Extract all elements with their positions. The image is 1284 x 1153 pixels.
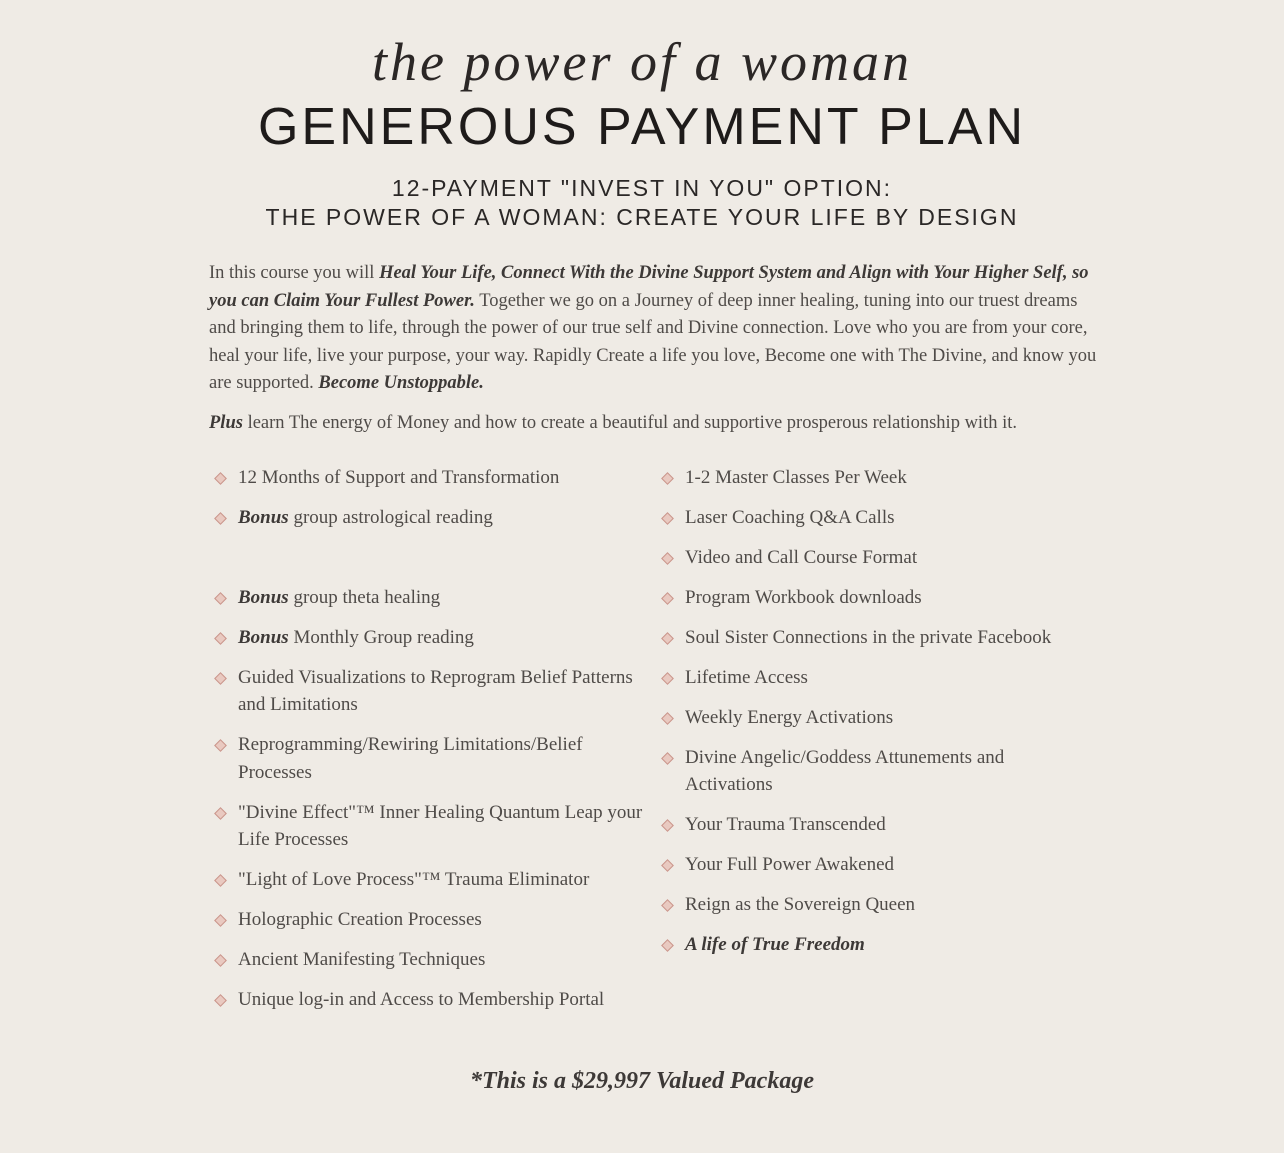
list-item — [213, 464, 643, 492]
diamond-bullet-icon — [214, 914, 227, 927]
list-item — [213, 946, 643, 974]
item-text: "Divine Effect"™ Inner Healing Quantum Leap your Life Processes — [238, 801, 643, 851]
list-item — [660, 504, 1080, 532]
item-bold: Bonus — [238, 586, 289, 608]
intro-paragraph — [209, 260, 1099, 398]
item-text: Video and Call Course Format — [685, 546, 918, 568]
diamond-bullet-icon — [661, 939, 674, 952]
list-item — [213, 731, 643, 786]
diamond-bullet-icon — [661, 859, 674, 872]
diamond-bullet-icon — [214, 592, 227, 605]
item-text: 12 Months of Support and Transformation — [238, 466, 560, 488]
diamond-bullet-icon — [661, 819, 674, 832]
list-item — [213, 584, 643, 612]
diamond-bullet-icon — [661, 632, 674, 645]
diamond-bullet-icon — [214, 954, 227, 967]
subtitle-line-1: 12-PAYMENT "INVEST IN YOU" OPTION: — [391, 175, 893, 201]
diamond-bullet-icon — [214, 672, 227, 685]
item-text: Laser Coaching Q&A Calls — [685, 506, 895, 528]
diamond-bullet-icon — [661, 472, 674, 485]
item-text: Monthly Group reading — [288, 626, 474, 648]
list-item — [213, 799, 643, 854]
diamond-bullet-icon — [214, 739, 227, 752]
plus-bold: Plus — [209, 412, 243, 433]
package-value: *This is a $29,997 Valued Package — [469, 1068, 814, 1095]
list-item — [660, 891, 1080, 919]
item-text: Guided Visualizations to Reprogram Belief Patterns and Limitations — [238, 666, 633, 716]
list-item — [660, 704, 1080, 732]
feature-list-left — [213, 464, 643, 1027]
script-title: the power of a woman — [372, 32, 912, 92]
plus-text: learn The energy of Money and how to create a beautiful and supportive prosperous relationship with it. — [242, 412, 1017, 433]
diamond-bullet-icon — [661, 899, 674, 912]
item-text: Ancient Manifesting Techniques — [238, 949, 486, 971]
list-item — [213, 664, 643, 719]
item-text: 1-2 Master Classes Per Week — [685, 466, 907, 488]
list-item — [660, 851, 1080, 879]
item-bold: A life of True Freedom — [685, 934, 865, 956]
list-item — [660, 744, 1080, 799]
list-item — [660, 584, 1080, 612]
diamond-bullet-icon — [661, 712, 674, 725]
list-item — [213, 986, 643, 1014]
subtitle-line-2: THE POWER OF A WOMAN: CREATE YOUR LIFE BY DESIGN — [265, 204, 1019, 230]
diamond-bullet-icon — [214, 632, 227, 645]
diamond-bullet-icon — [214, 994, 227, 1007]
list-item — [213, 866, 643, 894]
diamond-bullet-icon — [661, 672, 674, 685]
list-spacer — [213, 544, 643, 572]
diamond-bullet-icon — [214, 807, 227, 820]
list-item — [660, 811, 1080, 839]
intro-bold: Heal Your Life, Connect With the Divine Support System and Align with Your Higher Self, so you can Claim Your Fullest Power. — [209, 263, 1089, 311]
item-text: group astrological reading — [288, 506, 493, 528]
item-text: group theta healing — [288, 586, 441, 608]
intro-text: Together we go on a Journey of deep inner healing, tuning into our truest dreams and bringing them to life, through the power of our true self and Divine connection. Love who you are from your core, heal your life, live your purpose, your way. Rapidly Create a life you love, Become one with The Divine, and know you are supported. — [209, 290, 1097, 394]
intro-bold: Become Unstoppable. — [318, 373, 484, 394]
diamond-bullet-icon — [661, 752, 674, 765]
diamond-bullet-icon — [214, 472, 227, 485]
plus-paragraph — [209, 410, 1099, 438]
diamond-bullet-icon — [661, 552, 674, 565]
diamond-bullet-icon — [661, 512, 674, 525]
intro-text: In this course you will — [209, 263, 380, 283]
list-item — [660, 464, 1080, 492]
list-item — [660, 624, 1080, 652]
list-item — [660, 544, 1080, 572]
item-text: Your Full Power Awakened — [685, 854, 895, 876]
list-item — [660, 664, 1080, 692]
item-text: Unique log-in and Access to Membership Portal — [238, 989, 605, 1011]
list-item — [213, 504, 643, 532]
item-text: Program Workbook downloads — [685, 586, 922, 608]
diamond-bullet-icon — [214, 874, 227, 887]
page-title: GENEROUS PAYMENT PLAN — [257, 98, 1027, 156]
item-text: Soul Sister Connections in the private Facebook — [685, 626, 1052, 648]
feature-lists — [0, 464, 1284, 1027]
item-bold: Bonus — [238, 506, 289, 528]
item-text: Lifetime Access — [685, 666, 808, 688]
item-text: Reprogramming/Rewiring Limitations/Belief Processes — [238, 734, 583, 783]
diamond-bullet-icon — [214, 512, 227, 525]
item-text: Reign as the Sovereign Queen — [685, 894, 916, 916]
list-item — [660, 931, 1080, 959]
feature-list-right — [660, 464, 1080, 1027]
item-text: Divine Angelic/Goddess Attunements and Activations — [685, 746, 1005, 796]
item-text: Your Trauma Transcended — [685, 814, 886, 836]
item-text: Holographic Creation Processes — [238, 909, 482, 931]
item-text: "Light of Love Process"™ Trauma Eliminator — [238, 869, 590, 891]
list-item — [213, 906, 643, 934]
item-text: Weekly Energy Activations — [685, 706, 894, 728]
list-item — [213, 624, 643, 652]
item-bold: Bonus — [238, 626, 289, 648]
diamond-bullet-icon — [661, 592, 674, 605]
